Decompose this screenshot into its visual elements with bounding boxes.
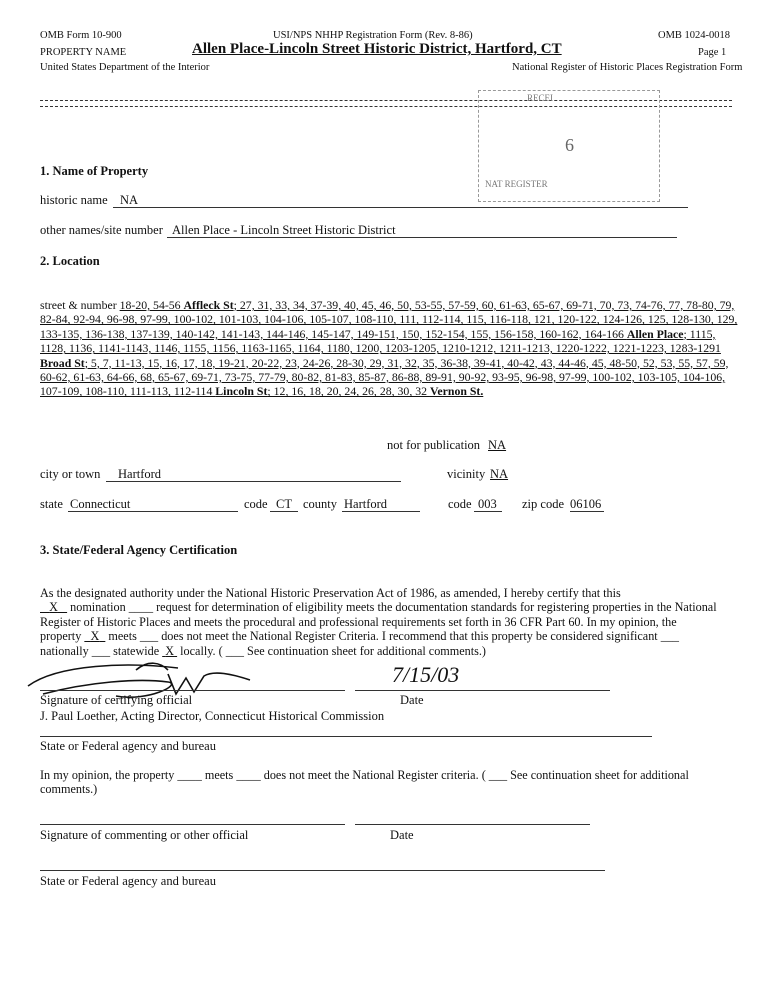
not-for-publication-label: not for publication: [387, 438, 481, 452]
opinion-paragraph: In my opinion, the property ____ meets ____ does not meet the National Register criteria. ( ___ See continuation sheet for additional comments.): [40, 768, 689, 797]
zip-value[interactable]: 06106: [570, 497, 602, 511]
meets-check[interactable]: X: [90, 629, 100, 644]
significance-nationally-statewide: nationally ___ statewide: [40, 643, 160, 658]
meets-criteria-text: meets ___ does not meet the National Register Criteria. I recommend that this property be considered significant ___: [108, 629, 680, 644]
page-number: Page 1: [698, 47, 727, 58]
not-for-publication-value[interactable]: NA: [488, 438, 507, 452]
omb-form-number: OMB Form 10-900: [40, 30, 122, 41]
street-segment: 18-20, 54-56: [119, 298, 184, 312]
historic-name-value[interactable]: NA: [120, 193, 139, 207]
stamp-received-text: RECEI: [527, 93, 553, 103]
city-value[interactable]: Hartford: [118, 467, 162, 481]
street-name-broad: Broad St: [40, 355, 85, 370]
significance-locally-text: locally. ( ___ See continuation sheet for additional comments.): [180, 643, 486, 658]
state-label: state: [40, 497, 63, 511]
nomination-check[interactable]: X: [49, 600, 58, 615]
historic-name-line: [113, 207, 688, 208]
street-number-block: [40, 298, 740, 399]
other-names-label: other names/site number: [40, 223, 163, 237]
commenting-date-line: [355, 824, 590, 825]
certification-paragraph: [40, 586, 740, 658]
street-segment: ; 12, 16, 18, 20, 24, 26, 28, 30, 32: [267, 384, 430, 399]
state-code-label: code: [244, 497, 268, 511]
zip-label: zip code: [522, 497, 564, 511]
certifying-official-name: J. Paul Loether, Acting Director, Connecticut Historical Commission: [40, 709, 385, 723]
historic-name-label: historic name: [40, 193, 108, 207]
date-label: Date: [400, 693, 424, 707]
property-name: Allen Place-Lincoln Street Historic District, Hartford, CT: [192, 41, 562, 57]
signature-label: Signature of certifying official: [40, 693, 193, 707]
registration-form-title: USI/NPS NHHP Registration Form (Rev. 8-86): [273, 30, 473, 41]
commenting-date-label: Date: [390, 828, 414, 842]
vicinity-label: vicinity: [447, 467, 486, 481]
signature-line: [40, 690, 345, 691]
property-label: property: [40, 629, 82, 644]
agency-label: State or Federal agency and bureau: [40, 739, 216, 753]
register-form-name: National Register of Historic Places Registration Form: [512, 62, 743, 73]
street-name-allen: Allen Place: [626, 326, 684, 341]
other-names-value[interactable]: Allen Place - Lincoln Street Historic District: [172, 223, 396, 237]
certification-body: nomination ____ request for determination of eligibility meets the documentation standards for registering properties in the National Register of Historic Places and meets the procedural and professional requirements set forth in 36 CFR Part 60. In my opinion, the: [40, 600, 717, 629]
stamp-nat-text: NAT REGISTER: [485, 179, 548, 189]
agency2-line: [40, 870, 605, 871]
street-segment: ; 5, 7, 11-13, 15, 16, 17, 18, 19-21, 20-22, 23, 24-26, 28-30, 29, 31, 32, 35, 36-38, 39-41, 40-42, 43, 44-46, 45, 48-50, 52, 53, 55, 57, 59, 60-62, 61-63, 64-66, 68, 65-67, 69-71, 73-75, 77-79, 80-82, 81-83, 85-87, 86-88, 89-91, 90-92, 93-95, 96-98, 97-99, 100-102, 103-105, 104-106, 107-109, 108-110, 111-113, 112-114: [40, 355, 729, 399]
agency2-label: State or Federal agency and bureau: [40, 874, 216, 888]
state-code-value[interactable]: CT: [276, 497, 292, 511]
commenting-signature-line: [40, 824, 345, 825]
county-code-value[interactable]: 003: [478, 497, 497, 511]
street-label: street & number: [40, 298, 117, 312]
county-code-label: code: [448, 497, 472, 511]
agency-line: [40, 736, 652, 737]
city-label: city or town: [40, 467, 101, 481]
locally-check[interactable]: X: [165, 643, 175, 658]
section-2-heading: 2. Location: [40, 254, 100, 268]
received-stamp: [478, 90, 660, 202]
date-handwritten: 7/15/03: [392, 662, 460, 687]
stamp-digit: 6: [565, 135, 574, 155]
county-value[interactable]: Hartford: [344, 497, 388, 511]
vicinity-value[interactable]: NA: [490, 467, 509, 481]
commenting-official-label: Signature of commenting or other official: [40, 828, 249, 842]
department-name: United States Department of the Interior: [40, 62, 210, 73]
omb-approval-number: OMB 1024-0018: [658, 30, 731, 41]
certification-intro: As the designated authority under the National Historic Preservation Act of 1986, as amended, I hereby certify that this: [40, 586, 621, 600]
state-value[interactable]: Connecticut: [70, 497, 131, 511]
section-1-heading: 1. Name of Property: [40, 164, 149, 178]
street-segment: ; 1115, 1128, 1136, 1141-1143, 1146, 1155, 1156, 1163-1165, 1164, 1180, 1200, 1203-1205, 1210-1212, 1211-1213, 1220-1222, 1221-1223, 1283-1291: [40, 326, 721, 356]
county-label: county: [303, 497, 338, 511]
section-3-heading: 3. State/Federal Agency Certification: [40, 543, 238, 557]
property-name-label: PROPERTY NAME: [40, 47, 127, 58]
street-name-vernon: Vernon St.: [429, 384, 484, 399]
street-name-lincoln: Lincoln St: [215, 384, 268, 399]
date-line: [355, 690, 610, 691]
street-name-affleck: Affleck St: [183, 298, 234, 312]
street-segment: ; 27, 31, 33, 34, 37-39, 40, 45, 46, 50, 53-55, 57-59, 60, 61-63, 65-67, 69-71, 70, 73, 74-76, 77, 78-80, 79, 82-84, 92-94, 96-98, 97-99, 100-102, 101-103, 104-106, 105-107, 108-110, 111, 112-114, 115, 116-118, 121, 120-122, 124-126, 125, 128-130, 129, 133-135, 136-138, 137-139, 140-142, 141-143, 144-146, 145-147, 149-151, 150, 152-154, 155, 156-158, 160-162, 164-166: [40, 298, 738, 341]
